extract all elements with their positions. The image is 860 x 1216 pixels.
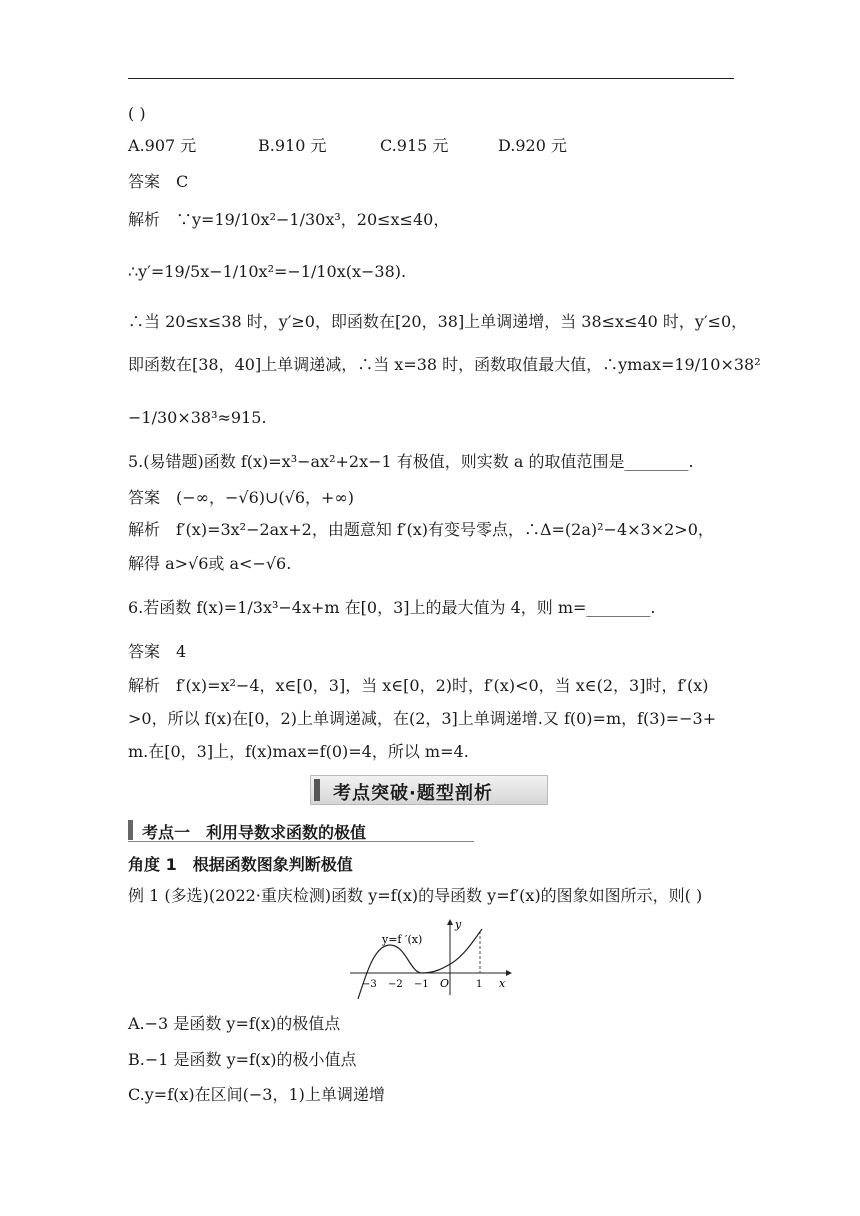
option-b: B.910 元 [258,136,327,155]
example-option-c: C.y=f(x)在区间(−3，1)上单调递增 [128,1085,385,1104]
curve-label: y=f ′(x) [382,933,423,946]
answer-parentheses: ( ) [128,104,146,123]
section-bar [128,820,133,840]
answer-6: 答案 4 [128,642,187,661]
solution-1-line1: 解析 ∵y=19/10x²−1/30x³，20≤x≤40， [128,210,450,229]
solution-6-line2: >0，所以 f(x)在[0，2)上单调递减，在(2，3]上单调递增.又 f(0)=m，f(3)=−3+ [128,709,717,728]
option-c: C.915 元 [380,136,449,155]
y-axis-arrow [447,919,453,925]
example-1: 例 1 (多选)(2022·重庆检测)函数 y=f(x)的导函数 y=f′(x)的图象如图所示，则( ) [128,886,703,905]
section-heading [128,820,474,842]
x-label: x [499,977,506,990]
solution-5-line2: 解得 a>√6或 a<−√6. [128,554,292,573]
solution-1-line3: ∴当 20≤x≤38 时，y′≥0，即函数在[20，38]上单调递增，当 38≤x≤40 时，y′≤0， [128,312,748,331]
solution-1-line2: ∴y′=19/5x−1/10x²=−1/10x(x−38). [128,262,407,281]
section-title: 考点一 利用导数求函数的极值 [142,823,367,842]
banner-title: 考点突破·题型剖析 [333,783,493,804]
tick-neg1: −1 [414,979,429,990]
question-5: 5.(易错题)函数 f(x)=x³−ax²+2x−1 有极值，则实数 a 的取值范围是________. [128,452,694,471]
solution-5-line1: 解析 f′(x)=3x²−2ax+2，由题意知 f′(x)有变号零点，∴Δ=(2a)²−4×3×2>0， [128,520,714,539]
option-a: A.907 元 [128,136,197,155]
question-6: 6.若函数 f(x)=1/3x³−4x+m 在[0，3]上的最大值为 4，则 m=________. [128,598,656,617]
solution-1-line4: 即函数在[38，40]上单调递减，∴当 x=38 时，函数取值最大值，∴ymax=19/10×38² [128,355,761,374]
answer-1: 答案 C [128,172,189,191]
tick-neg2: −2 [388,979,403,990]
option-d: D.920 元 [498,136,567,155]
tick-1: 1 [476,979,483,990]
section-underline [128,841,474,842]
y-label: y [455,918,462,931]
solution-1-line5: −1/30×38³≈915. [128,408,267,427]
x-axis-arrow [506,970,512,976]
tick-neg3: −3 [362,979,377,990]
answer-5: 答案 (−∞，−√6)∪(√6，+∞) [128,488,355,507]
banner-bar [314,779,320,801]
origin-label: O [440,977,450,990]
solution-6-line1: 解析 f′(x)=x²−4，x∈[0，3]，当 x∈[0，2)时，f′(x)<0，当 x∈(2，3]时，f′(x) [128,676,709,695]
section-banner [310,775,548,805]
example-option-a: A.−3 是函数 y=f(x)的极值点 [128,1014,341,1033]
top-rule [128,78,734,79]
example-option-b: B.−1 是函数 y=f(x)的极小值点 [128,1050,357,1069]
options-row [128,136,567,156]
solution-6-line3: m.在[0，3]上，f(x)max=f(0)=4，所以 m=4. [128,742,469,761]
derivative-graph [348,915,518,999]
angle-heading: 角度 1 根据函数图象判断极值 [128,855,353,874]
